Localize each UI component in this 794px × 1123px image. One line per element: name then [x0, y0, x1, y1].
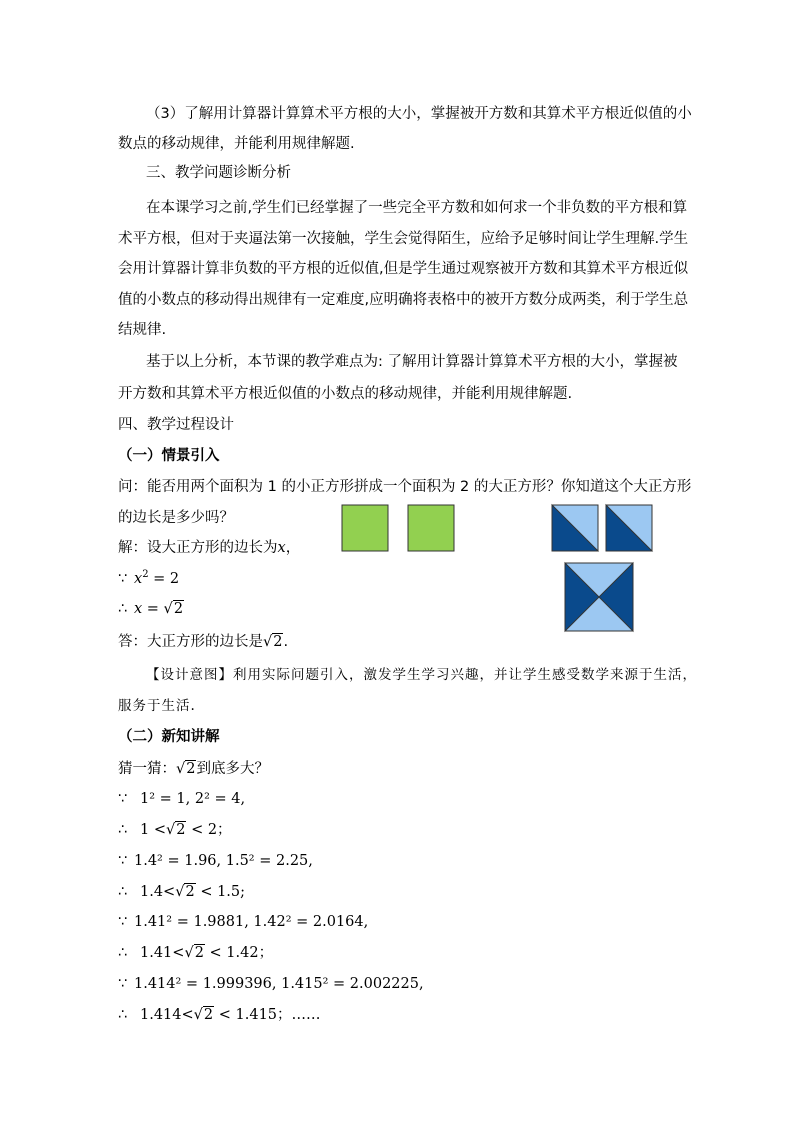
step5-symbol: ∵: [118, 914, 128, 930]
section3-title: 三、教学问题诊断分析: [146, 165, 291, 181]
eq1-var: x: [134, 571, 143, 587]
solution-var: x: [277, 540, 286, 556]
answer-radicand: 2: [273, 634, 283, 650]
section3-p2-line2: 开方数和其算术平方根近似值的小数点的移动规律，并能利用规律解题.: [118, 386, 573, 402]
question-line1: 问：能否用两个面积为 1 的小正方形拼成一个面积为 2 的大正方形？你知道这个大正方形: [118, 479, 692, 495]
section3-p1-line3: 会用计算器计算非负数的平方根的近似值,但是学生通过观察被开方数和其算术平方根近似: [118, 261, 689, 277]
para3-line2: 数点的移动规律，并能利用规律解题.: [118, 136, 355, 152]
section4-sub1: （一）情景引入: [118, 447, 220, 464]
eq2-rhs: =: [146, 601, 159, 617]
step6-inequality: 1.41<√2 < 1.42；: [140, 945, 274, 961]
step4-symbol: ∴: [118, 884, 128, 900]
step2-radicand: 2: [176, 822, 186, 838]
step3-text: 1.4² = 1.96, 1.5² = 2.25,: [134, 853, 313, 869]
step7-symbol: ∵: [118, 976, 128, 992]
section3-p1-line5: 结规律.: [118, 322, 167, 338]
step8-inequality: 1.414<√2 < 1.415；……: [140, 1007, 321, 1023]
solution-intro: [118, 538, 300, 558]
step4-radicand: 2: [185, 884, 195, 900]
step6-right: < 1.42；: [209, 945, 274, 961]
step4-left: 1.4<: [140, 884, 176, 900]
step6-symbol: ∴: [118, 945, 128, 961]
answer-suffix: .: [283, 634, 289, 650]
solution-comma: ，: [285, 540, 301, 556]
section3-p1-line1: 在本课学习之前,学生们已经掌握了一些完全平方数和如何求一个非负数的平方根和算: [146, 200, 688, 216]
squares-figure: [330, 495, 670, 640]
eq1-rhs: = 2: [153, 571, 180, 587]
step7-text: 1.414² = 1.999396, 1.415² = 2.002225,: [134, 976, 424, 992]
step1-text: 1² = 1, 2² = 4,: [140, 791, 246, 807]
answer-line: 答：大正方形的边长是√2.: [118, 634, 289, 650]
guess-prefix: 猜一猜：: [118, 761, 176, 777]
step8-symbol: ∴: [118, 1007, 128, 1023]
section3-p1-line2: 术平方根，但对于夹逼法第一次接触，学生会觉得陌生，应给予足够时间让学生理解.学生: [118, 231, 689, 247]
step8-right: < 1.415；……: [218, 1007, 321, 1023]
split-square-1: [552, 505, 598, 551]
small-green-square-2: [408, 505, 454, 551]
step4-inequality: 1.4<√2 < 1.5;: [140, 884, 246, 900]
question-line2: 的边长是多少吗？: [118, 510, 234, 526]
eq2-radicand: 2: [173, 601, 184, 617]
split-square-2: [606, 505, 652, 551]
guess-line: 猜一猜：√2到底多大？: [118, 761, 269, 777]
step2-symbol: ∴: [118, 822, 128, 838]
solution-intro-text: 解：设大正方形的边长为: [118, 540, 278, 556]
guess-suffix: 到底多大？: [196, 761, 269, 777]
step1-symbol: ∵: [118, 791, 128, 807]
equation-x-sqrt: x = √2: [134, 601, 184, 617]
design-note-line2: 服务于生活.: [118, 698, 196, 714]
step8-left: 1.414<: [140, 1007, 194, 1023]
section3-p1-line4: 值的小数点的移动得出规律有一定难度,应明确将表格中的被开方数分成两类，利于学生总: [118, 292, 689, 308]
step5-text: 1.41² = 1.9881, 1.42² = 2.0164,: [134, 914, 369, 930]
large-combined-square: [565, 563, 633, 631]
because-symbol: ∵: [118, 571, 128, 587]
step6-radicand: 2: [194, 945, 204, 961]
step6-left: 1.41<: [140, 945, 185, 961]
eq2-var: x: [134, 601, 143, 617]
guess-radicand: 2: [186, 761, 196, 777]
step8-radicand: 2: [203, 1007, 214, 1023]
section4-title: 四、教学过程设计: [118, 417, 234, 433]
para3-line1: （3）了解用计算器计算算术平方根的大小，掌握被开方数和其算术平方根近似值的小: [146, 106, 692, 122]
answer-prefix: 答：大正方形的边长是: [118, 634, 263, 650]
therefore-symbol: ∴: [118, 601, 128, 617]
small-green-square-1: [342, 505, 388, 551]
step4-right: < 1.5;: [200, 884, 246, 900]
step2-right: < 2；: [191, 822, 232, 838]
design-note-line1: 【设计意图】利用实际问题引入，激发学生学习兴趣，并让学生感受数学来源于生活，: [146, 667, 697, 683]
section3-p2-line1: 基于以上分析，本节课的教学难点为: 了解用计算器计算算术平方根的大小，掌握被: [146, 354, 678, 370]
section4-sub2: （二）新知讲解: [118, 728, 220, 745]
step2-left: 1 <: [140, 822, 166, 838]
equation-x-squared: $x^2 = 2$: [134, 569, 180, 587]
step2-inequality: 1 <√2 < 2；: [140, 822, 232, 838]
step3-symbol: ∵: [118, 853, 128, 869]
